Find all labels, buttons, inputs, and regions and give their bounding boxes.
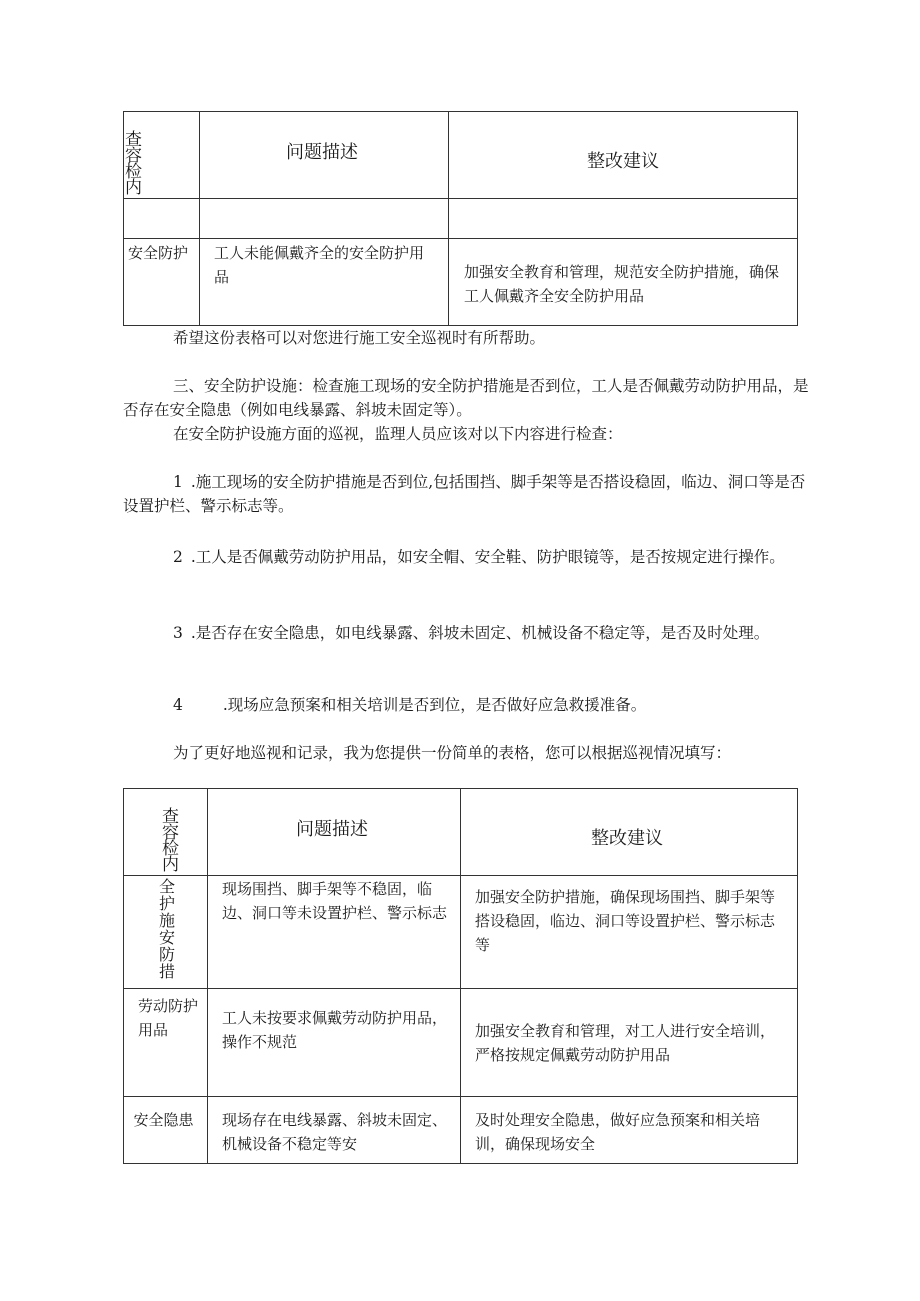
header-category-label: 查容检内 (162, 807, 179, 875)
row-problem: 现场存在电线暴露、斜坡未固定、机械设备不稳定等安 (222, 1111, 448, 1153)
header-problem-label: 问题描述 (296, 819, 368, 840)
table-cell (208, 876, 461, 989)
row-category: 安全防护 (128, 244, 189, 262)
row-problem: 工人未能佩戴齐全的安全防护用品 (214, 244, 425, 286)
header-suggestion-label: 整改建议 (587, 151, 659, 172)
paragraph-intro: 在安全防护设施方面的巡视，监理人员应该对以下内容进行检查： (173, 425, 623, 443)
header-category-label: 查容检内 (125, 130, 142, 198)
header-cell-category (124, 789, 208, 876)
table-cell (200, 239, 449, 326)
list-item-number: 2 (173, 548, 183, 566)
table-cell (124, 199, 200, 239)
table-row (124, 199, 798, 239)
list-item-3 (123, 621, 809, 645)
table-cell (124, 1097, 208, 1164)
header-cell-problem (208, 789, 461, 876)
header-cell-suggestion (461, 789, 798, 876)
header-problem-label: 问题描述 (286, 142, 358, 163)
list-item-text: .工人是否佩戴劳动防护用品，如安全帽、安全鞋、防护眼镜等，是否按规定进行操作。 (190, 548, 785, 566)
table-cell (449, 199, 798, 239)
list-item-text: .施工现场的安全防护措施是否到位,包括围挡、脚手架等是否搭设稳固，临边、洞口等是否设置护栏、警示标志等。 (123, 473, 806, 515)
table-cell (124, 989, 208, 1097)
row-suggestion: 加强安全教育和管理，对工人进行安全培训，严格按规定佩戴劳动防护用品 (475, 1022, 776, 1064)
list-item-4 (123, 693, 809, 717)
table-cell (461, 1097, 798, 1164)
table-row (124, 989, 798, 1097)
table-row (124, 239, 798, 326)
table-cell (449, 239, 798, 326)
table-cell (208, 989, 461, 1097)
paragraph-section-3: 三、安全防护设施：检查施工现场的安全防护措施是否到位，工人是否佩戴劳动防护用品，是否存在安全隐患（例如电线暴露、斜坡未固定等）。 (123, 377, 809, 419)
list-item-number: 4 (173, 696, 183, 714)
list-item-2 (123, 545, 809, 569)
list-item-1 (123, 470, 809, 518)
row-suggestion: 加强安全教育和管理，规范安全防护措施，确保工人佩戴齐全安全防护用品 (464, 263, 780, 305)
table-row (124, 1097, 798, 1164)
table-row (124, 876, 798, 989)
list-item-text: .现场应急预案和相关培训是否到位，是否做好应急救援准备。 (222, 696, 647, 714)
paragraph-hope: 希望这份表格可以对您进行施工安全巡视时有所帮助。 (173, 329, 546, 347)
inspection-table-2 (123, 788, 798, 1164)
table-header-row (124, 112, 798, 199)
table-header-row (124, 789, 798, 876)
row-category: 全护施安防措 (159, 878, 176, 981)
header-cell-suggestion (449, 112, 798, 199)
row-problem: 现场围挡、脚手架等不稳固，临边、洞口等未设置护栏、警示标志 (222, 880, 448, 922)
table-cell (200, 199, 449, 239)
list-item-number: 3 (173, 624, 183, 642)
paragraph-table-intro: 为了更好地巡视和记录，我为您提供一份简单的表格，您可以根据巡视情况填写： (173, 744, 732, 762)
inspection-table-1 (123, 111, 798, 326)
row-suggestion: 加强安全防护措施，确保现场围挡、脚手架等搭设稳固，临边、洞口等设置护栏、警示标志等 (475, 888, 776, 954)
table-cell (124, 876, 208, 989)
header-cell-problem (200, 112, 449, 199)
table-cell (461, 876, 798, 989)
list-item-text: .是否存在安全隐患，如电线暴露、斜坡未固定、机械设备不稳定等，是否及时处理。 (190, 624, 770, 642)
row-category: 劳动防护用品 (138, 997, 199, 1039)
row-category: 安全隐患 (133, 1111, 194, 1129)
table-cell (461, 989, 798, 1097)
row-suggestion: 及时处理安全隐患，做好应急预案和相关培训，确保现场安全 (475, 1111, 761, 1153)
list-item-number: 1 (173, 473, 183, 491)
row-problem: 工人未按要求佩戴劳动防护用品，操作不规范 (222, 1009, 448, 1051)
table-cell (208, 1097, 461, 1164)
header-cell-category (124, 112, 200, 199)
table-cell (124, 239, 200, 326)
header-suggestion-label: 整改建议 (591, 828, 663, 849)
